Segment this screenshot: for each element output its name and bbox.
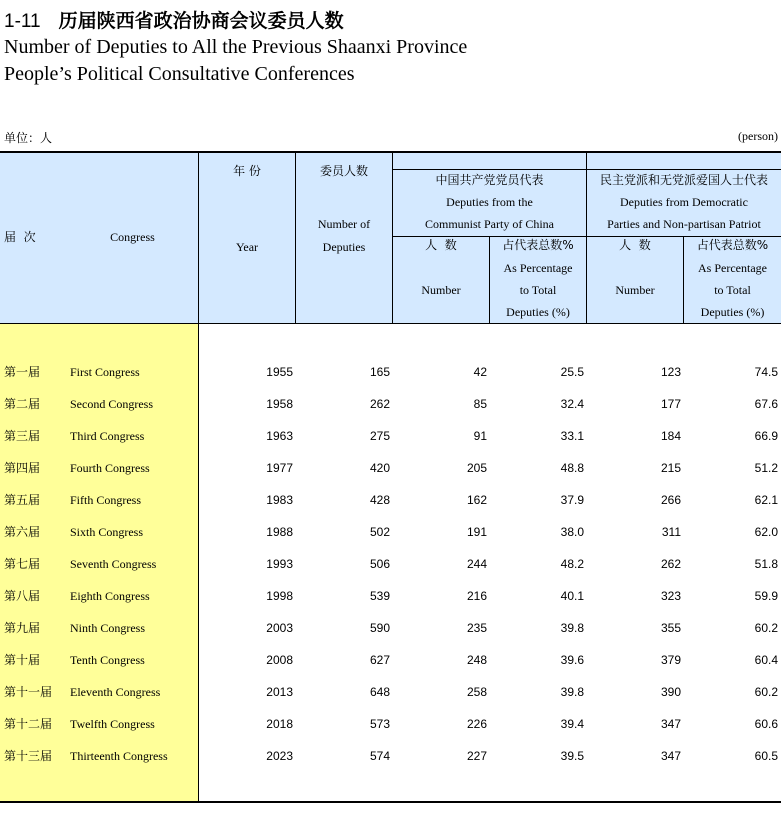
dem-count: 266 (660, 493, 681, 507)
congress-en: First Congress (70, 365, 140, 379)
dem-count: 347 (660, 717, 681, 731)
congress-en: Seventh Congress (70, 557, 157, 571)
cpc-percentage: 25.5 (560, 365, 584, 379)
year: 1993 (266, 557, 293, 571)
congress-cn: 第五届 (4, 493, 41, 507)
header-cpc-count-en: Number (421, 283, 461, 297)
dem-count: 311 (661, 525, 681, 539)
congress-en: Ninth Congress (70, 621, 145, 635)
year: 1998 (266, 589, 293, 603)
cpc-count: 227 (466, 749, 487, 763)
congress-en: Fourth Congress (70, 461, 150, 475)
cpc-percentage: 32.4 (560, 397, 584, 411)
year: 1983 (266, 493, 293, 507)
header-cpc-cn: 中国共产党党员代表 (435, 173, 544, 187)
congress-en: Fifth Congress (70, 493, 142, 507)
deputies: 275 (369, 429, 390, 443)
header-cpc-pct-en1: As Percentage (503, 261, 573, 275)
year: 2018 (266, 717, 293, 731)
deputies: 262 (369, 397, 390, 411)
table-row (0, 548, 781, 580)
dem-percentage: 51.8 (754, 557, 778, 571)
congress-cn: 第十一届 (4, 685, 53, 699)
congress-cn: 第一届 (4, 365, 41, 379)
cpc-percentage: 33.1 (560, 429, 584, 443)
table-title-cn (4, 6, 344, 33)
congress-cn: 第三届 (4, 429, 41, 443)
deputies: 539 (369, 589, 390, 603)
header-dem-en2: Parties and Non-partisan Patriot (607, 217, 761, 231)
dem-percentage: 60.4 (754, 653, 778, 667)
cpc-percentage: 48.2 (560, 557, 584, 571)
dem-percentage: 51.2 (754, 461, 778, 475)
congress-en: Tenth Congress (70, 653, 145, 667)
year: 2008 (266, 653, 293, 667)
header-dem-count-cn: 人 数 (619, 238, 651, 252)
congress-cn: 第四届 (4, 461, 41, 475)
congress-cn: 第十届 (4, 653, 41, 667)
dem-percentage: 60.6 (754, 717, 778, 731)
congress-cn: 第十三届 (4, 749, 53, 763)
cpc-count: 248 (466, 653, 487, 667)
congress-cn: 第六届 (4, 525, 41, 539)
header-congress-cn: 届 次 (4, 230, 36, 244)
dem-count: 390 (660, 685, 681, 699)
table-title-en-line1: Number of Deputies to All the Previous Shaanxi Province (4, 36, 468, 58)
header-dem-pct-en3: Deputies (%) (700, 305, 765, 319)
header-bottom-rule (0, 323, 781, 324)
year: 1955 (266, 365, 293, 379)
header-cpc-pct-cn: 占代表总数% (502, 238, 574, 252)
header-deputies-cn: 委员人数 (319, 164, 368, 178)
header-cpc-pct-en2: to Total (519, 283, 557, 297)
dem-percentage: 74.5 (754, 365, 778, 379)
table-row (0, 484, 781, 516)
table-row (0, 356, 781, 388)
dem-percentage: 60.2 (754, 685, 778, 699)
congress-en: Second Congress (70, 397, 153, 411)
cpc-count: 216 (466, 589, 487, 603)
congress-en: Sixth Congress (70, 525, 144, 539)
dem-percentage: 66.9 (754, 429, 778, 443)
deputies: 165 (369, 365, 390, 379)
dem-count: 379 (660, 653, 681, 667)
header-dem-cn: 民主党派和无党派爱国人士代表 (599, 173, 768, 187)
year: 1977 (266, 461, 293, 475)
cpc-percentage: 38.0 (560, 525, 584, 539)
deputies: 574 (369, 749, 390, 763)
deputies: 590 (369, 621, 390, 635)
cpc-count: 258 (466, 685, 487, 699)
cpc-percentage: 48.8 (560, 461, 584, 475)
deputies: 428 (369, 493, 390, 507)
cpc-count: 235 (466, 621, 487, 635)
header-deputies-en1: Number of (317, 217, 371, 231)
header-dem-pct-en2: to Total (714, 283, 751, 297)
dem-count: 323 (660, 589, 681, 603)
cpc-count: 226 (466, 717, 487, 731)
dem-count: 184 (660, 429, 681, 443)
header-cpc-en2: Communist Party of China (425, 217, 554, 231)
cpc-percentage: 37.9 (560, 493, 584, 507)
year: 2003 (266, 621, 293, 635)
dem-percentage: 67.6 (754, 397, 778, 411)
table-row (0, 676, 781, 708)
congress-cn: 第八届 (4, 589, 41, 603)
unit-label-cn: 单位：人 (4, 131, 53, 145)
table-row (0, 516, 781, 548)
cpc-count: 91 (473, 429, 487, 443)
deputies: 506 (369, 557, 390, 571)
dem-percentage: 59.9 (754, 589, 778, 603)
cpc-count: 205 (466, 461, 487, 475)
dem-percentage: 60.5 (754, 749, 778, 763)
header-year-en: Year (235, 240, 259, 254)
table-row (0, 388, 781, 420)
table-row (0, 740, 781, 772)
cpc-percentage: 39.5 (560, 749, 584, 763)
cpc-percentage: 39.8 (560, 621, 584, 635)
dem-count: 262 (660, 557, 681, 571)
cpc-count: 42 (473, 365, 487, 379)
deputies: 502 (369, 525, 390, 539)
table-title-en-line2: People’s Political Consultative Conferences (4, 63, 355, 85)
deputies: 420 (369, 461, 390, 475)
dem-count: 177 (660, 397, 681, 411)
header-dem-pct-en1: As Percentage (698, 261, 767, 275)
congress-en: Third Congress (70, 429, 145, 443)
table-number: 1-11 (4, 11, 41, 32)
deputies: 648 (369, 685, 390, 699)
table-row (0, 612, 781, 644)
cpc-percentage: 39.4 (560, 717, 584, 731)
header-cpc-pct-en3: Deputies (%) (506, 305, 570, 319)
header-year-cn: 年 份 (233, 164, 261, 178)
table-title-cn-text: 历届陕西省政治协商会议委员人数 (58, 10, 344, 32)
table-row (0, 420, 781, 452)
table-row (0, 708, 781, 740)
dem-count: 123 (660, 365, 681, 379)
header-cpc-en1: Deputies from the (446, 195, 533, 209)
congress-en: Eleventh Congress (70, 685, 161, 699)
year: 1963 (266, 429, 293, 443)
cpc-percentage: 39.8 (560, 685, 584, 699)
congress-en: Thirteenth Congress (70, 749, 168, 763)
header-congress-en: Congress (110, 230, 155, 244)
cpc-count: 162 (466, 493, 487, 507)
top-rule (0, 151, 781, 153)
table-row (0, 580, 781, 612)
congress-en: Twelfth Congress (70, 717, 155, 731)
header-deputies-en2: Deputies (322, 240, 366, 254)
header-cpc-count-cn: 人 数 (425, 238, 457, 252)
congress-cn: 第十二届 (4, 717, 53, 731)
cpc-percentage: 40.1 (560, 589, 584, 603)
cpc-count: 244 (466, 557, 487, 571)
congress-cn: 第九届 (4, 621, 41, 635)
dem-count: 355 (660, 621, 681, 635)
congress-cn: 第七届 (4, 557, 41, 571)
cpc-count: 191 (466, 525, 487, 539)
dem-percentage: 60.2 (754, 621, 778, 635)
year: 2013 (266, 685, 293, 699)
congress-cn: 第二届 (4, 397, 41, 411)
year: 1988 (266, 525, 293, 539)
unit-label-en: (person) (738, 129, 778, 143)
table-row (0, 452, 781, 484)
header-dem-pct-cn: 占代表总数% (696, 238, 769, 252)
dem-count: 215 (660, 461, 681, 475)
dem-count: 347 (660, 749, 681, 763)
cpc-count: 85 (473, 397, 487, 411)
header-dem-count-en: Number (615, 283, 655, 297)
deputies: 627 (369, 653, 390, 667)
bottom-rule (0, 801, 781, 803)
year: 1958 (266, 397, 293, 411)
dem-percentage: 62.0 (754, 525, 778, 539)
cpc-percentage: 39.6 (560, 653, 584, 667)
dem-percentage: 62.1 (754, 493, 778, 507)
table-row (0, 644, 781, 676)
year: 2023 (266, 749, 293, 763)
congress-en: Eighth Congress (70, 589, 150, 603)
deputies: 573 (369, 717, 390, 731)
header-dem-en1: Deputies from Democratic (620, 195, 748, 209)
